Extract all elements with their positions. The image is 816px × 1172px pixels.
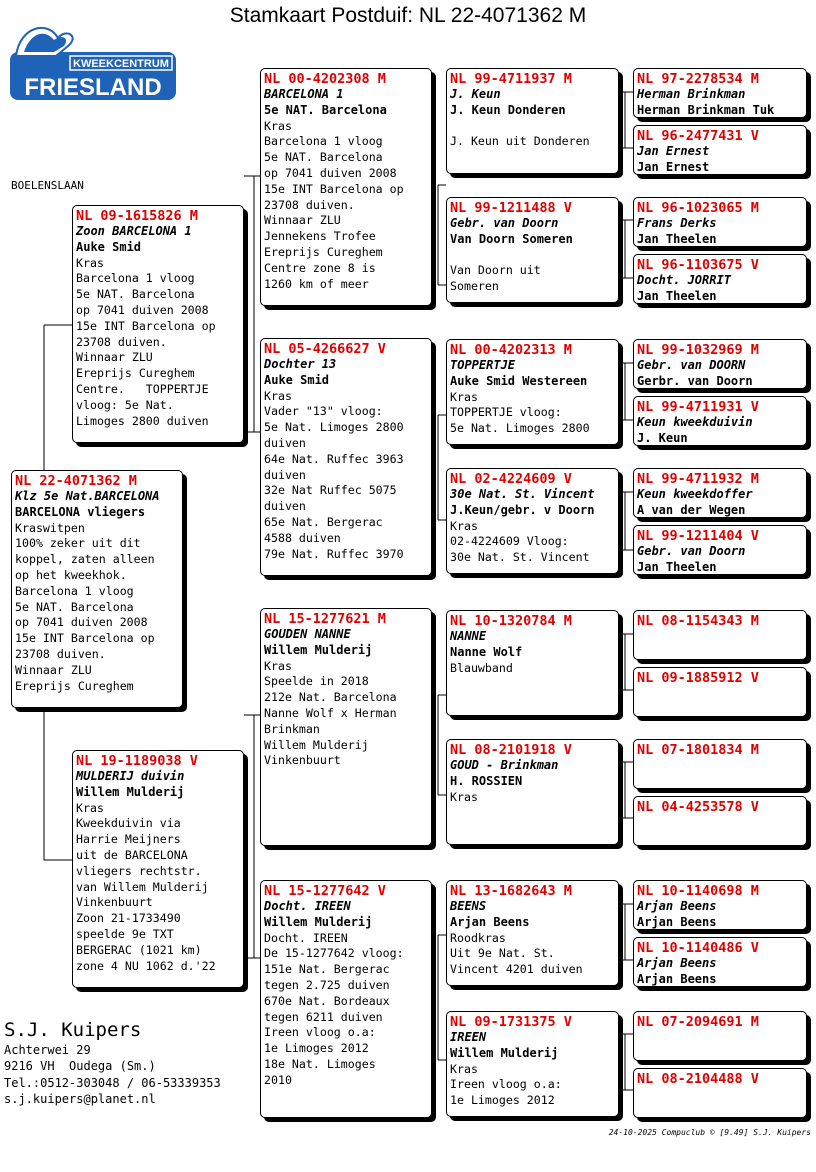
pigeon-info: Kras Ireen vloog o.a: 1e Limoges 2012 [450, 1061, 562, 1108]
pedigree-card-g1 [633, 68, 807, 118]
pedigree-card-ff [260, 68, 432, 306]
ring-number: NL 00-4202313 M [450, 342, 572, 358]
pigeon-owner: Gerbr. van Doorn [637, 373, 753, 388]
ring-number: NL 09-1885912 V [637, 670, 759, 686]
ring-number: NL 96-1023065 M [637, 200, 759, 216]
ring-number: NL 09-1615826 M [76, 208, 198, 224]
pedigree-card-father [72, 205, 244, 443]
ring-number: NL 08-2101918 V [450, 742, 572, 758]
pigeon-info: Kras [450, 789, 478, 804]
pedigree-card-g3 [633, 197, 807, 247]
pigeon-owner: Van Doorn Someren [450, 231, 573, 246]
pigeon-name: Arjan Beens [637, 956, 717, 970]
ring-number: NL 08-2104488 V [637, 1071, 759, 1087]
pigeon-owner: H. ROSSIEN [450, 773, 523, 788]
owner-contact [4, 1018, 244, 1108]
pigeon-name: J. Keun [450, 87, 501, 101]
pigeon-info: Kras Vader "13" vloog: 5e Nat. Limoges 2800 duiven 64e Nat. Ruffec 3963 duiven 32e Nat Ruffec 5075 duiven 65e Nat. Bergerac 4588 duiven 79e Nat. Ruffec 3970 [264, 388, 404, 561]
owner-phone: Tel.:0512-303048 / 06-53339353 [4, 1075, 221, 1090]
ring-number: NL 15-1277621 M [264, 611, 386, 627]
pedigree-card-g4 [633, 254, 807, 304]
ring-number: NL 08-1154343 M [637, 613, 759, 629]
pigeon-name: Jan Ernest [637, 144, 710, 158]
ring-number: NL 99-4711931 V [637, 399, 759, 415]
pigeon-name: TOPPERTJE [450, 358, 516, 372]
ring-number: NL 09-1731375 V [450, 1014, 572, 1030]
ring-number: NL 96-2477431 V [637, 128, 759, 144]
owner-email: s.j.kuipers@planet.nl [4, 1092, 156, 1107]
ring-number: NL 19-1189038 V [76, 753, 198, 769]
pigeon-owner: Willem Mulderij [450, 1045, 559, 1060]
pigeon-name: GOUDEN NANNE [264, 627, 351, 641]
pigeon-name: NANNE [450, 629, 487, 643]
ring-number: NL 04-4253578 V [637, 799, 759, 815]
pigeon-owner: Jan Theelen [637, 288, 717, 303]
pedigree-card-ffm [446, 197, 619, 303]
pedigree-card-mm [260, 880, 432, 1118]
pedigree-card-mmm [446, 1011, 619, 1117]
pigeon-owner: Willem Mulderij [264, 914, 373, 929]
ring-number: NL 13-1682643 M [450, 883, 572, 899]
pedigree-card-g7 [633, 468, 807, 518]
pigeon-name: Dochter 13 [264, 357, 337, 371]
pigeon-owner: J. Keun [637, 430, 688, 445]
pigeon-owner: J.Keun/gebr. v Doorn [450, 502, 595, 517]
ring-number: NL 10-1140698 M [637, 883, 759, 899]
print-stamp: 24-10-2025 Compuclub © [9.49] S.J. Kuipers [608, 1128, 811, 1137]
pigeon-info: Kras Barcelona 1 vloog 5e NAT. Barcelona op 7041 duiven 2008 15e INT Barcelona op 23708 duiven. Winnaar ZLU Ereprijs Cureghem Centre. TOPPERTJE vloog: 5e Nat. Limoges 2800 duiven [76, 255, 216, 428]
owner-name: S.J. Kuipers [4, 1019, 142, 1041]
ring-number: NL 02-4224609 V [450, 471, 572, 487]
pigeon-info: J. Keun uit Donderen [450, 134, 590, 149]
pedigree-card-fmf [446, 339, 619, 445]
pigeon-name: Docht. JORRIT [637, 273, 731, 287]
pigeon-owner: 5e NAT. Barcelona [264, 102, 387, 117]
pigeon-name: Gebr. van DOORN [637, 358, 746, 372]
pigeon-owner: Willem Mulderij [76, 784, 185, 799]
pedigree-card-g16 [633, 1068, 807, 1118]
pigeon-owner: Jan Theelen [637, 231, 717, 246]
pigeon-owner: Jan Theelen [637, 559, 717, 574]
pigeon-name: IREEN [450, 1030, 487, 1044]
pigeon-info: Docht. IREEN De 15-1277642 vloog: 151e Nat. Bergerac tegen 2.725 duiven 670e Nat. Bordeaux tegen 6211 duiven Ireen vloog o.a: 1e Limoges 2012 18e Nat. Limoges 2010 [264, 930, 404, 1087]
pedigree-card-g15 [633, 1011, 807, 1061]
owner-address: Achterwei 29 [4, 1043, 91, 1057]
pigeon-owner: Auke Smid Westereen [450, 373, 588, 388]
pedigree-card-mfm [446, 739, 619, 845]
pigeon-name: Keun kweekduivin [637, 415, 753, 429]
pigeon-owner: Auke Smid [264, 372, 330, 387]
pigeon-owner: Arjan Beens [450, 914, 530, 929]
pigeon-info: Van Doorn uit Someren [450, 263, 541, 294]
ring-number: NL 99-4711932 M [637, 471, 759, 487]
ring-number: NL 07-1801834 M [637, 742, 759, 758]
pigeon-info: Roodkras Uit 9e Nat. St. Vincent 4201 duiven [450, 930, 583, 977]
pigeon-info: Kras Barcelona 1 vloog 5e NAT. Barcelona op 7041 duiven 2008 15e INT Barcelona op 23708 duiven. Winnaar ZLU Jennekens Trofee Ereprijs Cureghem Centre zone 8 is 1260 km of meer [264, 118, 404, 291]
pigeon-info: Kras Speelde in 2018 212e Nat. Barcelona Nanne Wolf x Herman Brinkman Willem Mulderij Vinkenbuurt [264, 658, 397, 768]
pedigree-card-g13 [633, 880, 807, 930]
pedigree-card-fff [446, 68, 619, 174]
pigeon-owner: J. Keun Donderen [450, 102, 566, 117]
ring-number: NL 96-1103675 V [637, 257, 759, 273]
pigeon-name: Arjan Beens [637, 899, 717, 913]
pigeon-name: 30e Nat. St. Vincent [450, 487, 595, 501]
pigeon-name: Gebr. van Doorn [450, 216, 559, 230]
pigeon-name: BEENS [450, 899, 487, 913]
ring-number: NL 99-1211404 V [637, 528, 759, 544]
pigeon-info: Kras TOPPERTJE vloog: 5e Nat. Limoges 2800 [450, 389, 590, 436]
pedigree-card-mf [260, 608, 432, 846]
pedigree-card-subject [11, 470, 183, 708]
pedigree-card-g6 [633, 396, 807, 446]
pedigree-card-g5 [633, 339, 807, 389]
pigeon-name: Klz 5e Nat.BARCELONA [15, 489, 160, 503]
pigeon-owner: Arjan Beens [637, 914, 717, 929]
pigeon-name: GOUD - Brinkman [450, 758, 559, 772]
pedigree-card-g11 [633, 739, 807, 789]
pigeon-owner: A van der Wegen [637, 502, 746, 517]
pigeon-name: Zoon BARCELONA 1 [76, 224, 192, 238]
pigeon-info: Kras Kweekduivin via Harrie Meijners uit de BARCELONA vliegers rechtstr. van Willem Mulderij Vinkenbuurt Zoon 21-1733490 speelde 9e TXT BERGERAC (1021 km) zone 4 NU 1062 d.'22 [76, 800, 216, 973]
pedigree-card-mmf [446, 880, 619, 986]
ring-number: NL 97-2278534 M [637, 71, 759, 87]
pigeon-name: BARCELONA 1 [264, 87, 344, 101]
ring-number: NL 15-1277642 V [264, 883, 386, 899]
ring-number: NL 22-4071362 M [15, 473, 137, 489]
left-label: BOELENSLAAN [11, 179, 84, 192]
pigeon-info: Kraswitpen 100% zeker uit dit koppel, zaten alleen op het kweekhok. Barcelona 1 vloog 5e NAT. Barcelona op 7041 duiven 2008 15e INT Barcelona op 23708 duiven. Winnaar ZLU Ereprijs Cureghem [15, 520, 155, 693]
pigeon-info: Blauwband [450, 660, 513, 675]
pigeon-name: Keun kweekdoffer [637, 487, 753, 501]
ring-number: NL 00-4202308 M [264, 71, 386, 87]
ring-number: NL 10-1320784 M [450, 613, 572, 629]
ring-number: NL 07-2094691 M [637, 1014, 759, 1030]
pigeon-owner: Auke Smid [76, 239, 142, 254]
pedigree-card-fm [260, 338, 432, 576]
pigeon-owner: Arjan Beens [637, 971, 717, 986]
ring-number: NL 05-4266627 V [264, 341, 386, 357]
pedigree-card-g14 [633, 937, 807, 987]
pedigree-card-g10 [633, 667, 807, 717]
pigeon-name: Frans Derks [637, 216, 717, 230]
pedigree-card-fmm [446, 468, 619, 574]
pedigree-card-g8 [633, 525, 807, 575]
pigeon-info: Kras 02-4224609 Vloog: 30e Nat. St. Vincent [450, 518, 590, 565]
logo-top-text: KWEEKCENTRUM [73, 58, 169, 70]
pedigree-card-g9 [633, 610, 807, 660]
pedigree-card-mother [72, 750, 244, 988]
pigeon-owner: Willem Mulderij [264, 642, 373, 657]
pedigree-card-g2 [633, 125, 807, 175]
pedigree-card-g12 [633, 796, 807, 846]
pigeon-owner: Jan Ernest [637, 159, 710, 174]
pedigree-card-mff [446, 610, 619, 716]
pigeon-name: MULDERIJ duivin [76, 769, 185, 783]
pigeon-owner: Nanne Wolf [450, 644, 523, 659]
owner-city: 9216 VH Oudega (Sm.) [4, 1059, 156, 1074]
ring-number: NL 10-1140486 V [637, 940, 759, 956]
logo-main-text: FRIESLAND [24, 74, 162, 100]
page-title: Stamkaart Postduif: NL 22-4071362 M [229, 4, 587, 27]
ring-number: NL 99-1032969 M [637, 342, 759, 358]
pigeon-name: Docht. IREEN [264, 899, 351, 913]
ring-number: NL 99-1211488 V [450, 200, 572, 216]
ring-number: NL 99-4711937 M [450, 71, 572, 87]
pigeon-owner: BARCELONA vliegers [15, 504, 146, 519]
pigeon-name: Gebr. van Doorn [637, 544, 746, 558]
pigeon-owner: Herman Brinkman Tuk [637, 102, 775, 117]
pigeon-name: Herman Brinkman [637, 87, 746, 101]
